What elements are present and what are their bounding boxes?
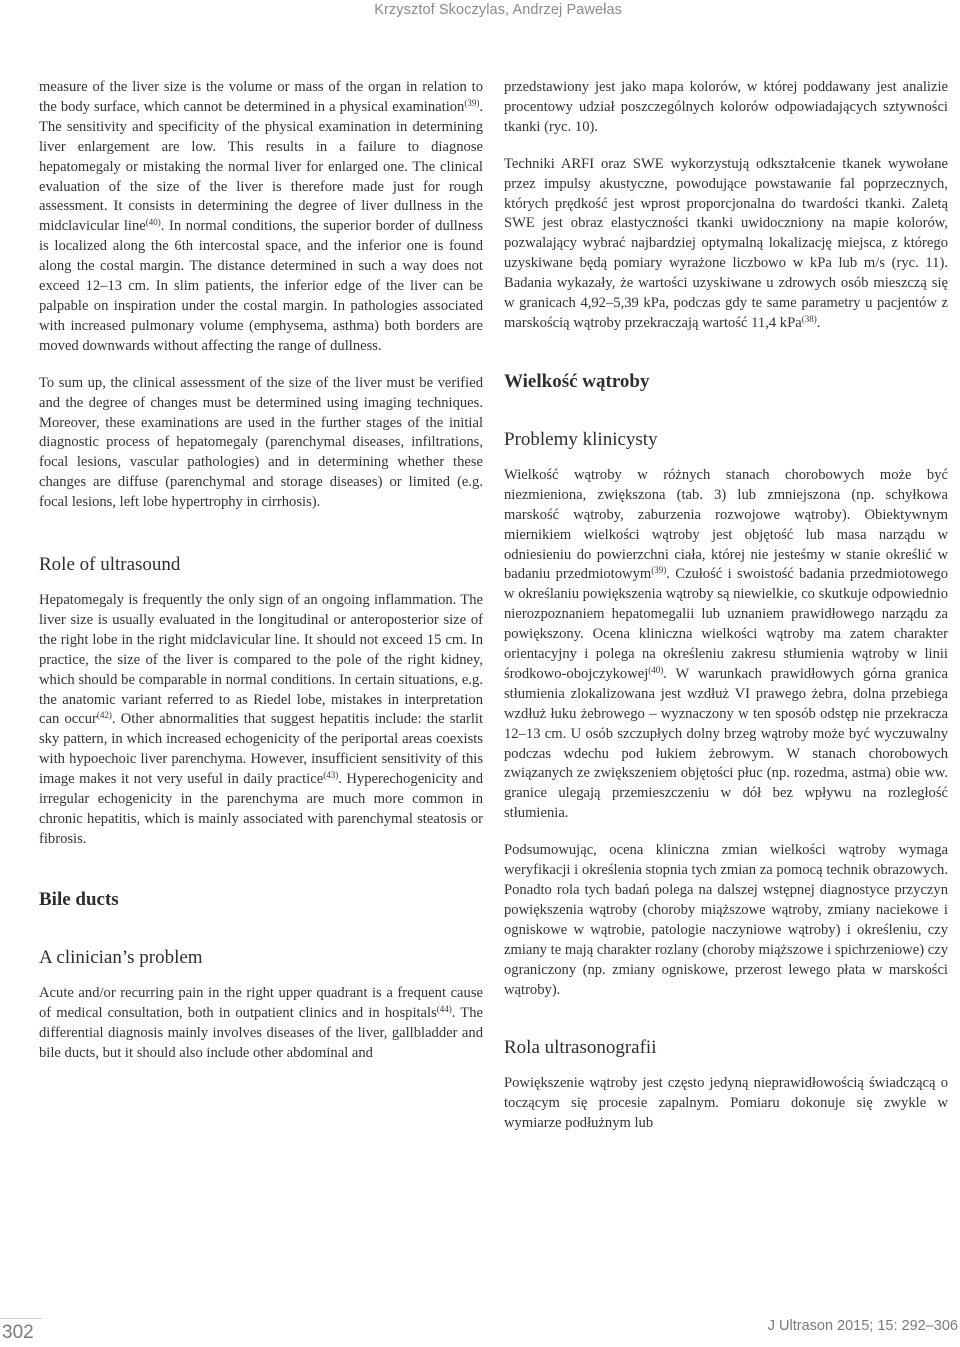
citation-ref: (39) [464,97,480,108]
paragraph-role-of-ultrasound: Hepatomegaly is frequently the only sign of an ongoing inflammation. The liver size is usually evaluated in the longitudinal or anteroposterior size of the right lobe in the right midclavicular line. It should not exceed 15 cm. In practice, the size of the liver is compared to the pole of the right kidney, which should be comparable in normal conditions. In certain situations, e.g. the anatomic variant referred to as Riedel lobe, mistakes in interpretation can occur$^{(42)}$. Other abnormalities that suggest hepatitis include: the starlit sky pattern, in which increased echogenicity of the periportal areas coexists with hypoechoic liver parenchyma. However, insufficient sensitivity of this image makes it not very useful in daily practice$^{(43)}$. Hyperechogenicity and irregular echogenicity in the parenchyma are much more common in chronic hepatitis, which is mainly associated with parenchymal steatosis or fibrosis. [39,592,483,847]
paragraph-clinicians-problem: Acute and/or recurring pain in the right upper quadrant is a frequent cause of medical consultation, both in outpatient clinics and in hospitals$^{(44)}$. The differential diagnosis mainly involves diseases of the liver, gallbladder and bile ducts, but it should also include other abdominal and [39,984,483,1061]
left-column [39,76,483,1063]
paragraph-liver-size-pl: Wielkość wątroby w różnych stanach chorobowych może być niezmieniona, zwiększona (tab. 3) lub zmniejszona (np. schyłkowa marskość wątroby, zaburzenia rozwojowe wątroby). Obiektywnym miernikiem wielkości wątroby jest objętość lub masa narządu w odniesieniu do powierzchni ciała, której nie jesteśmy w stanie określić w badaniu przedmiotowym$^{(39)}$. Czułość i swoistość badania przedmiotowego w określaniu powiększenia wątroby są niewielkie, co skutkuje odpowiednio nierozpoznaniem hepatomegalii lub uznaniem prawidłowego narządu za powiększony. Ocena kliniczna wielkości wątroby ma zatem charakter orientacyjny i polega na określeniu zakresu stłumienia wątroby w linii środkowo-obojczykowej$^{(40)}$. W warunkach prawidłowych górna granica stłumienia zlokalizowana jest wzdłuż VI prawego żebra, dolna przebiega wzdłuż łuku żebrowego – wyznaczony w ten sposób odstęp nie przekracza 12–13 cm. U osób szczupłych dolny brzeg wątroby może być wyczuwalny podczas wdechu pod łukiem żebrowym. W stanach chorobowych związanych ze zwiększeniem objętości płuc (np. rozedma, astma) obie ww. granice ulegają przemieszczeniu w dół bez wpływu na rozległość stłumienia. [504,466,948,822]
citation-ref: (44) [436,1003,452,1014]
citation-ref: (40) [145,217,161,228]
citation-ref: (43) [323,770,339,781]
paragraph-arfi-swe: Techniki ARFI oraz SWE wykorzystują odkształcenie tkanek wywołane przez impulsy akustyczne, powodujące powstawanie fal poprzecznych, których prędkość jest wprost proporcjonalna do twardości tkanki. Zaletą SWE jest obraz elastyczności tkanki uwidoczniony na mapie kolorów, pozwalający wybrać najbardziej optymalną lokalizację miejsca, z którego uzyskiwane będą pomiary wyrażone liczbowo w kPa lub m/s (ryc. 11). Badania wykazały, że wartości uzyskiwane u zdrowych osób mieszczą się w granicach 4,92–5,39 kPa, podczas gdy te same parametry u pacjentów z marskością wątroby przekraczają wartość 11,4 kPa$^{(38)}$. [504,155,948,331]
running-head-authors: Krzysztof Skoczylas, Andrzej Pawełas [374,2,622,18]
heading-clinician-problems: Problemy klinicysty [504,428,658,450]
paragraph-role-of-ultrasonography: Powiększenie wątroby jest często jedyną nieprawidłowością świadczącą o toczącym się procesie zapalnym. Pomiaru dokonuje się zwykle w wymiarze podłużnym lub [504,1075,948,1132]
page-number-rule [0,1318,42,1319]
right-column [504,76,948,1134]
citation-ref: (38) [801,313,817,324]
paragraph-liver-size-assessment: measure of the liver size is the volume or mass of the organ in relation to the body surface, which cannot be determined in a physical examination$^{(39)}$. The sensitivity and specificity of the physical examination in determining liver enlargement are low. This results in a failure to diagnose hepatomegaly or mistaking the normal liver for enlarged one. The clinical evaluation of the size of the liver is therefore made just for rough assessment. It consists in determining the degree of liver dullness in the midclavicular line$^{(40)}$. In normal conditions, the superior border of dullness is localized along the 6th intercostal space, and the inferior one is found along the costal margin. The distance determined in such a way does not exceed 12–13 cm. In slim patients, the inferior edge of the liver can be palpable on inspiration under the costal margin. In pathologies associated with increased pulmonary volume (emphysema, asthma) both borders are moved downwards without affecting the range of dullness. [39,79,483,354]
heading-clinicians-problem: A clinician’s problem [39,946,203,968]
citation-ref: (42) [96,710,112,721]
paragraph-summary-pl: Podsumowując, ocena kliniczna zmian wielkości wątroby wymaga weryfikacji i określenia stopnia tych zmian za pomocą technik obrazowych. Ponadto rola tych badań polega na dalszej wstępnej diagnostyce przyczyn powiększenia wątroby (choroby miąższowe wątroby, zmiany naciekowe i ogniskowe w wątrobie, patologie naczyniowe wątroby) i określeniu, czy zmiany te mają charakter rozlany (choroby miąższowe i spichrzeniowe) czy ograniczony (np. zmiany ogniskowe, przerost lewego płata w marskości wątroby). [504,842,948,998]
journal-reference: J Ultrason 2015; 15: 292–306 [767,1318,958,1334]
citation-ref: (39) [651,565,667,576]
citation-ref: (40) [648,664,664,675]
page-number: 302 [2,1322,34,1343]
paragraph-summary: To sum up, the clinical assessment of the size of the liver must be verified and the degree of changes must be determined using imaging techniques. Moreover, these examinations are used in the further stages of the initial diagnostic process of hepatomegaly (parenchymal diseases, infiltrations, focal lesions, vascular pathologies) and in determining whether these changes are diffuse (parenchymal and storage diseases) or limited (e.g. focal lesions, left lobe hypertrophy in cirrhosis). [39,374,483,511]
heading-liver-size: Wielkość wątroby [504,370,650,392]
paragraph-color-map: przedstawiony jest jako mapa kolorów, w której poddawany jest analizie procentowy udział poszczególnych kolorów odpowiadających sztywności tkanki (ryc. 10). [504,79,948,135]
heading-role-of-ultrasound: Role of ultrasound [39,554,181,576]
heading-bile-ducts: Bile ducts [39,888,119,910]
heading-role-of-ultrasonography: Rola ultrasonografii [504,1037,657,1059]
